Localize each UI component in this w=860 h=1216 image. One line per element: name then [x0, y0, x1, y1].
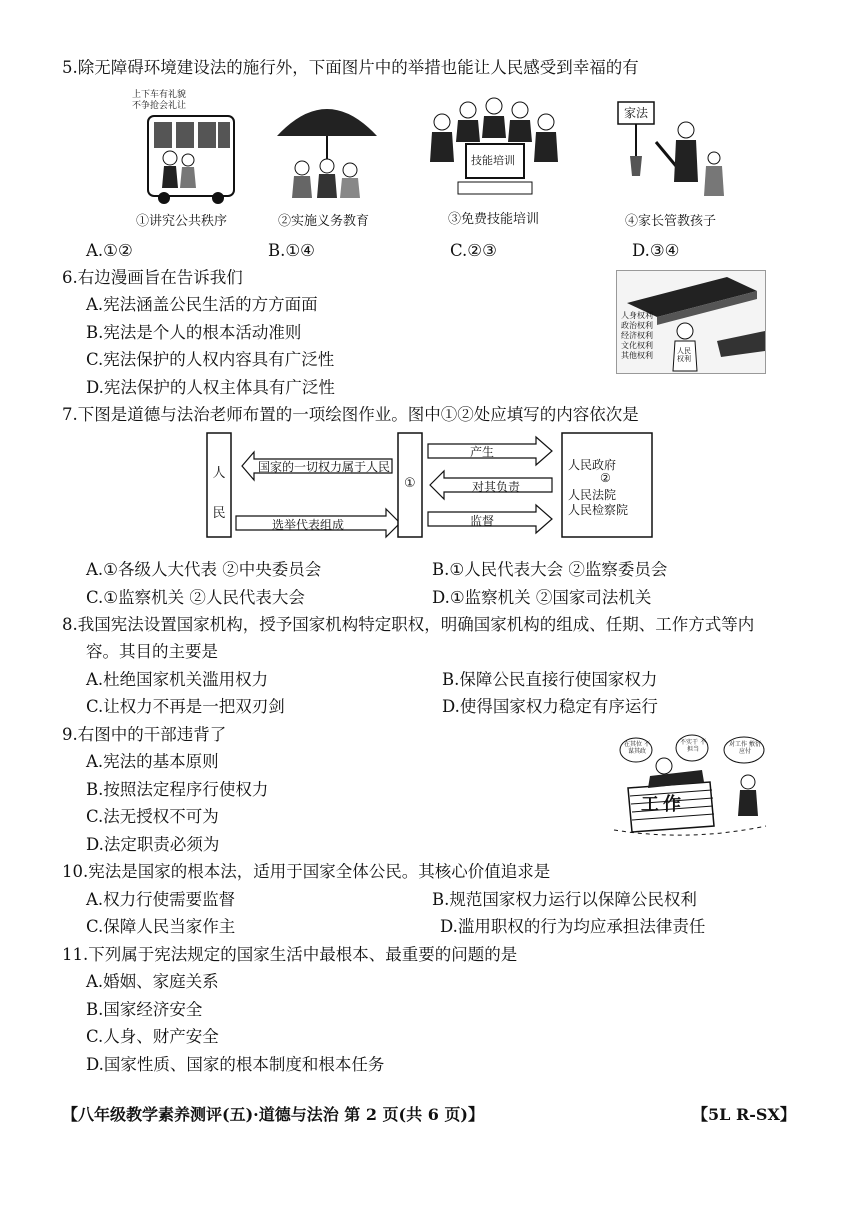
q5-option-a[interactable]: A.①② — [86, 241, 133, 260]
q7-option-c[interactable]: C.①监察机关 ②人民代表大会 — [86, 588, 305, 607]
q6-stem: 6.右边漫画旨在告诉我们 — [62, 268, 243, 287]
bubble-3: 对工作 敷衍应付 — [729, 741, 761, 755]
q11-option-d[interactable]: D.国家性质、国家的根本制度和根本任务 — [86, 1055, 385, 1074]
diagram-right-3: 人民法院 — [568, 488, 617, 502]
diagram-right-1: 人民政府 — [568, 458, 617, 472]
right-1: 人身权利 — [621, 311, 653, 320]
q5-caption-3: ③免费技能培训 — [448, 212, 540, 227]
q5-caption-2: ②实施义务教育 — [278, 214, 370, 229]
right-2: 政治权利 — [621, 321, 653, 330]
diagram-right-2: ② — [600, 471, 611, 485]
q7-option-a[interactable]: A.①各级人大代表 ②中央委员会 — [86, 560, 322, 579]
q8-option-d[interactable]: D.使得国家权力稳定有序运行 — [442, 697, 658, 716]
pile-text: 工作 — [641, 794, 685, 815]
page-footer-code: 【5L R-SX】 — [692, 1105, 796, 1124]
q9-cartoon — [606, 730, 774, 840]
right-5: 其他权利 — [621, 351, 653, 360]
umbrella-text: 义务教育 — [306, 99, 346, 110]
q5-picture-family — [610, 96, 730, 204]
right-4: 文化权利 — [621, 341, 653, 350]
q5-picture-umbrella — [272, 88, 382, 204]
bubble-1: 在其位 不谋其政 — [624, 741, 650, 755]
q5-option-d[interactable]: D.③④ — [632, 241, 680, 260]
q11-option-a[interactable]: A.婚姻、家庭关系 — [86, 972, 219, 991]
q8-option-b[interactable]: B.保障公民直接行使国家权力 — [442, 670, 658, 689]
q11-option-c[interactable]: C.人身、财产安全 — [86, 1027, 219, 1046]
q6-option-d[interactable]: D.宪法保护的人权主体具有广泛性 — [86, 378, 335, 397]
diagram-left-box: 人民 — [212, 466, 226, 521]
diagram-arrow-power: 国家的一切权力属于人民 — [258, 460, 391, 474]
q5-picture-training — [428, 92, 560, 202]
person-label: 人民权利 — [677, 347, 691, 363]
q8-stem-line1: 8.我国宪法设置国家机构，授予国家机构特定职权，明确国家机构的组成、任期、工作方式等内 — [62, 615, 755, 634]
q6-cartoon — [616, 270, 766, 374]
q5-option-c[interactable]: C.②③ — [450, 241, 497, 260]
q7-option-b[interactable]: B.①人民代表大会 ②监察委员会 — [432, 560, 668, 579]
q10-option-a[interactable]: A.权力行使需要监督 — [86, 890, 236, 909]
q9-option-b[interactable]: B.按照法定程序行使权力 — [86, 780, 269, 799]
q5-caption-4: ④家长管教孩子 — [625, 214, 717, 229]
q8-stem-line2: 容。其目的主要是 — [86, 642, 218, 661]
q9-option-a[interactable]: A.宪法的基本原则 — [86, 752, 219, 771]
q5-stem: 5.除无障碍环境建设法的施行外，下面图片中的举措也能让人民感受到幸福的有 — [62, 58, 639, 77]
diagram-arrow-produce: 产生 — [470, 445, 495, 459]
q8-option-a[interactable]: A.杜绝国家机关滥用权力 — [86, 670, 269, 689]
q9-option-c[interactable]: C.法无授权不可为 — [86, 807, 219, 826]
q6-option-b[interactable]: B.宪法是个人的根本活动准则 — [86, 323, 302, 342]
bus-sign-line2: 不争抢会礼让 — [132, 101, 187, 111]
q9-option-d[interactable]: D.法定职责必须为 — [86, 835, 220, 854]
right-3: 经济权利 — [621, 331, 653, 340]
q5-option-b[interactable]: B.①④ — [268, 241, 315, 260]
q7-diagram — [206, 430, 658, 546]
q10-option-c[interactable]: C.保障人民当家作主 — [86, 917, 236, 936]
diagram-arrow-supervise: 监督 — [470, 514, 495, 528]
q9-stem: 9.右图中的干部违背了 — [62, 725, 227, 744]
q11-option-b[interactable]: B.国家经济安全 — [86, 1000, 203, 1019]
diagram-right-4: 人民检察院 — [568, 503, 629, 517]
diagram-arrow-responsible: 对其负责 — [472, 480, 521, 494]
q8-option-c[interactable]: C.让权力不再是一把双刃剑 — [86, 697, 285, 716]
page-footer-left: 【八年级教学素养测评(五)·道德与法治 第 2 页(共 6 页)】 — [62, 1105, 484, 1124]
q7-stem: 7.下图是道德与法治老师布置的一项绘图作业。图中①②处应填写的内容依次是 — [62, 405, 639, 424]
q10-stem: 10.宪法是国家的根本法，适用于国家全体公民。其核心价值追求是 — [62, 862, 551, 881]
training-screen-text: 技能培训 — [471, 154, 515, 167]
q6-option-c[interactable]: C.宪法保护的人权内容具有广泛性 — [86, 350, 335, 369]
q7-option-d[interactable]: D.①监察机关 ②国家司法机关 — [432, 588, 652, 607]
q5-caption-1: ①讲究公共秩序 — [136, 214, 228, 229]
q6-option-a[interactable]: A.宪法涵盖公民生活的方方面面 — [86, 295, 318, 314]
family-plaque-text: 家法 — [624, 106, 649, 120]
diagram-arrow-elect: 选举代表组成 — [272, 518, 345, 532]
q11-stem: 11.下列属于宪法规定的国家生活中最根本、最重要的问题的是 — [62, 945, 518, 964]
bus-sign-line1: 上下车有礼貌 — [132, 90, 187, 100]
diagram-center-box: ① — [404, 476, 416, 491]
bubble-2: 不实干 不担当 — [680, 739, 706, 753]
q5-picture-bus — [128, 88, 236, 204]
q10-option-b[interactable]: B.规范国家权力运行以保障公民权利 — [432, 890, 697, 909]
q10-option-d[interactable]: D.滥用职权的行为均应承担法律责任 — [440, 917, 706, 936]
